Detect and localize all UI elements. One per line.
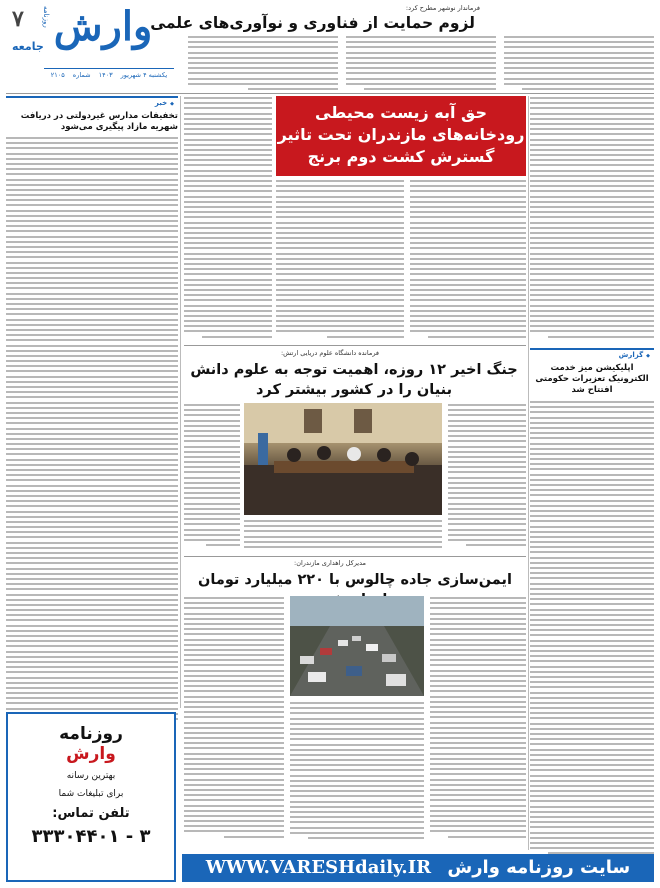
road-body-col1	[430, 597, 526, 849]
road-kicker: مدیرکل راهداری مازندران:	[294, 559, 366, 567]
ad-title-line1: روزنامه	[59, 724, 123, 744]
report-body	[530, 401, 654, 861]
meeting-illustration	[244, 403, 442, 515]
top-story-body	[186, 36, 654, 92]
footer-website-banner[interactable]	[182, 854, 654, 882]
top-story-title: لزوم حمایت از فناوری و نوآوری‌های علمی	[150, 14, 475, 32]
news-headline: تخفیفات مدارس غیردولتی در دریافت شهریه مازاد پیگیری می‌شود	[20, 111, 178, 132]
road-body-under-photo	[290, 702, 424, 849]
environment-headline: حق آبه زیست محیطی رودخانه‌های مازندران تحت تاثیر گسترش کشت دوم برنج	[276, 96, 526, 176]
masthead	[6, 4, 174, 92]
issue-number: ۲۱۰۵	[50, 71, 65, 79]
road-body-col2	[184, 597, 284, 849]
logo-subtitle: روزنامه	[42, 6, 50, 28]
newspaper-logo: وارش	[53, 3, 153, 50]
university-headline: جنگ اخیر ۱۲ روزه، اهمیت توجه به علوم دانش بنیان را در کشور بیشتر کرد	[190, 362, 518, 398]
top-story-kicker: فرماندار نوشهر مطرح کرد:	[405, 4, 480, 12]
environment-body-right	[530, 97, 654, 343]
university-body-col1	[448, 404, 526, 552]
environment-body-col1	[410, 180, 526, 343]
footer-site-label: سایت روزنامه وارش	[447, 857, 631, 878]
issue-label: شماره	[72, 71, 91, 79]
news-section	[6, 96, 178, 708]
report-section	[530, 348, 654, 848]
news-section-label: ◆ خبر	[6, 96, 178, 107]
page-number: ۷	[12, 6, 24, 32]
issue-info	[44, 68, 174, 79]
ad-title-line2: وارش	[66, 744, 116, 764]
year: ۱۴۰۳	[98, 71, 113, 79]
newspaper-ad	[6, 712, 176, 882]
ad-phone: ۳ - ۳۳۳۰۴۴۰۱	[31, 826, 151, 847]
footer-url[interactable]: WWW.VARESHdaily.IR	[205, 857, 432, 878]
environment-body-col3	[184, 97, 272, 343]
report-section-label: ◆ گزارش	[530, 348, 654, 359]
university-body-under-photo	[244, 520, 442, 552]
ad-contact-label: تلفن تماس:	[52, 806, 130, 821]
report-headline: اپلیکیشن میز خدمت الکترونیک تعزیرات حکومتی افتتاح شد	[535, 363, 649, 395]
traffic-illustration	[290, 596, 424, 696]
ad-for-ads: برای تبلیغات شما	[58, 789, 124, 799]
ad-tagline: بهترین رسانه	[66, 771, 116, 781]
university-body-col2	[184, 404, 240, 552]
university-kicker: فرمانده دانشگاه علوم دریایی ارتش:	[280, 349, 380, 357]
page-section: جامعه	[12, 40, 44, 53]
weekday-date: یکشنبه ۴ شهریور	[120, 71, 168, 79]
news-body	[6, 137, 178, 722]
environment-body-col2	[276, 180, 404, 343]
road-traffic-photo	[290, 596, 424, 696]
university-meeting-photo	[244, 403, 442, 515]
road-headline: ایمن‌سازی جاده چالوس با ۲۲۰ میلیارد تومان	[198, 572, 512, 588]
